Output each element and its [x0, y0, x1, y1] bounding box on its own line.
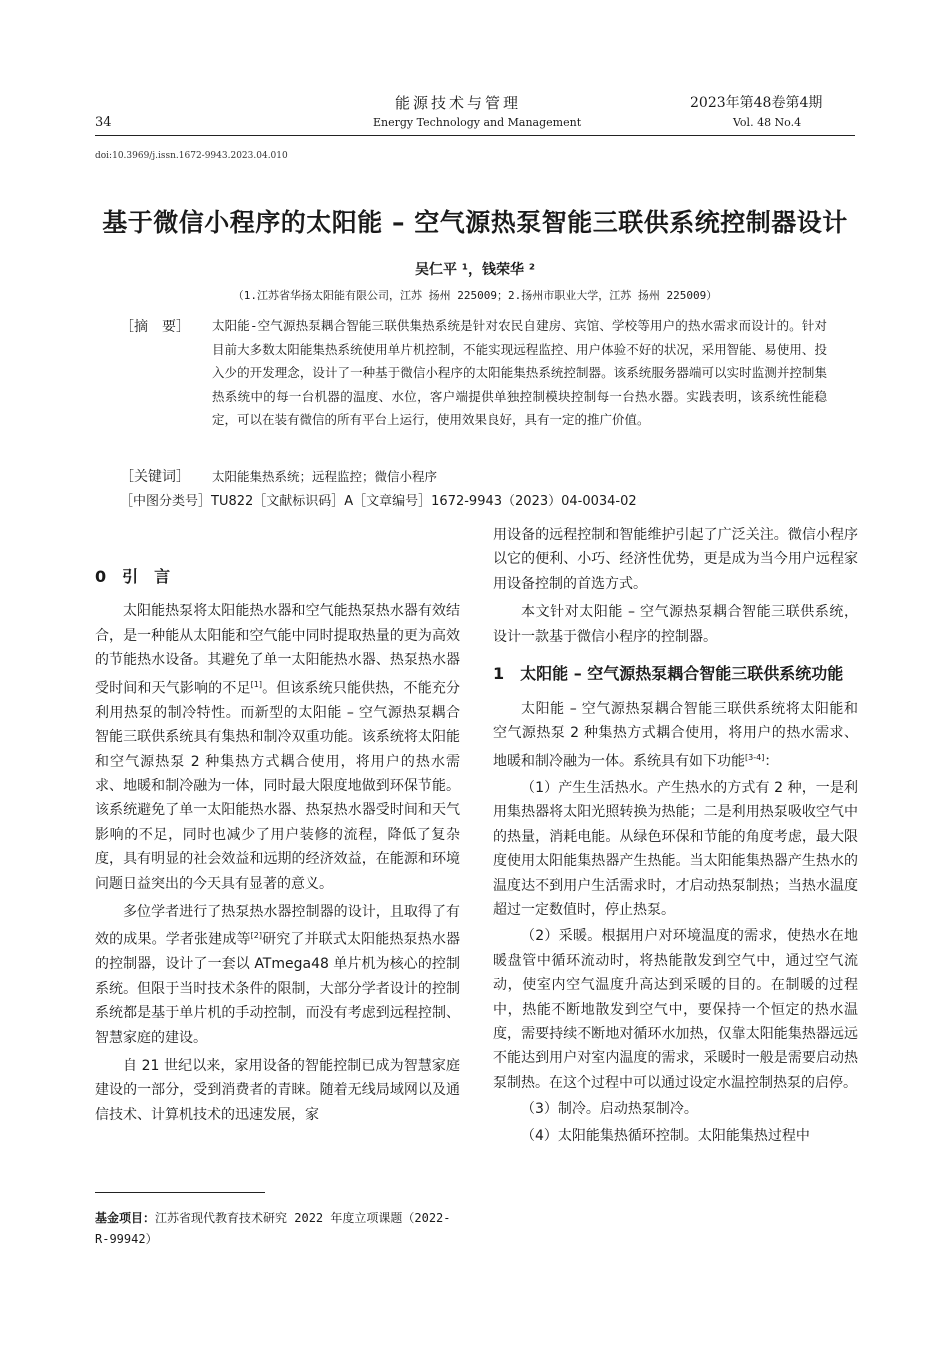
paragraph [95, 599, 460, 896]
citation: [3-4] [745, 752, 765, 762]
journal-title-en: Energy Technology and Management [373, 116, 582, 129]
header-rule [95, 135, 855, 136]
text-run: 太阳能 – 空气源热泵耦合智能三联供系统将太阳能和空气源热泵 2 种集热方式耦合使用，将用户的热水需求、地暖和制冷融为一体。系统具有如下功能 [493, 701, 858, 770]
right-column [493, 523, 858, 1148]
text-run: ： [764, 753, 779, 770]
section-0-heading: 0 引 言 [95, 567, 171, 586]
footnote-rule [95, 1192, 265, 1193]
article-title: 基于微信小程序的太阳能 – 空气源热泵智能三联供系统控制器设计 [102, 208, 848, 237]
list-item: （3）制冷。启动热泵制冷。 [521, 1101, 698, 1118]
list-item: （4）太阳能集热循环控制。太阳能集热过程中 [521, 1127, 810, 1144]
page-number: 34 [95, 115, 112, 130]
keywords-text: 太阳能集热系统；远程监控；微信小程序 [212, 469, 438, 484]
paragraph: 本文针对太阳能 – 空气源热泵耦合智能三联供系统，设计一款基于微信小程序的控制器。 [493, 604, 858, 645]
text-run: 太阳能热泵将太阳能热水器和空气能热泵热水器有效结合，是一种能从太阳能和空气能中同时提取热量的更为高效的节能热水设备。其避免了单一太阳能热水器、热泵热水器受时间和天气影响的不足 [95, 603, 460, 697]
journal-title-cn: 能源技术与管理 [395, 94, 522, 112]
classification-line: ［中图分类号］TU822［文献标识码］A［文章编号］1672-9943（2023）04-0034-02 [120, 494, 637, 509]
text-run: 研究了并联式太阳能热泵热水器的控制器，设计了一套以 ATmega48 单片机为核心的控制系统。但限于当时技术条件的限制，大部分学者设计的控制系统都是基于单片机的手动控制，而没有考虑到远程控制、智慧家庭的建设。 [95, 932, 460, 1046]
text-run: 多位学者进行了热泵热水器控制器的设计，且取得了有效的成果。学者张建成等 [95, 903, 460, 948]
keywords-label: ［关键词］ [120, 469, 190, 485]
list-item: （1）产生生活热水。产生热水的方式有 2 种，一是利用集热器将太阳光照转换为热能；二是利用热泵吸收空气中的热量，消耗电能。从绿色环保和节能的角度考虑，最大限度使用太阳能集热器产生热能。当太阳能集热器产生热水的温度达不到用户生活需求时，才启动热泵制热；当热水温度超过一定数值时，停止热泵。 [493, 779, 858, 918]
paragraph [493, 697, 858, 774]
abstract-text: 太阳能-空气源热泵耦合智能三联供集热系统是针对农民自建房、宾馆、学校等用户的热水需求而设计的。针对目前大多数太阳能集热系统使用单片机控制，不能实现远程监控、用户体验不好的状况，采用智能、易使用、投入少的开发理念，设计了一种基于微信小程序的太阳能集热系统控制器。该系统服务器端可以实时监测并控制集热系统中的每一台机器的温度、水位，客户端提供单独控制模块控制每一台热水器。实践表明，该系统性能稳定，可以在装有微信的所有平台上运行，使用效果良好，具有一定的推广价值。 [212, 318, 827, 428]
paragraph: 用设备的远程控制和智能维护引起了广泛关注。微信小程序以它的便利、小巧、经济性优势，更是成为当今用户远程家用设备控制的首选方式。 [493, 527, 858, 592]
citation: [1] [250, 679, 262, 689]
doi: doi:10.3969/j.issn.1672-9943.2023.04.010 [95, 151, 288, 161]
footnote-text: 江苏省现代教育技术研究 2022 年度立项课题（2022-R-99942） [95, 1211, 451, 1246]
text-run: 。但该系统只能供热，不能充分利用热泵的制冷特性。而新型的太阳能 – 空气源热泵耦合智能三联供系统具有集热和制冷双重功能。该系统将太阳能和空气源热泵 2 种集热方式耦合使用，将用户的热水需求、地暖和制冷融为一体，同时最大限度地做到环保节能。该系统避免了单一太阳能热水器、热泵热水器受时间和天气影响的不足，同时也减少了用户装修的流程，降低了复杂度，具有明显的社会效益和远期的经济效益，在能源和环境问题日益突出的今天具有显著的意义。 [95, 680, 460, 892]
citation: [2] [250, 931, 262, 941]
paragraph [95, 900, 460, 1050]
issue-info-en: Vol. 48 No.4 [733, 116, 802, 129]
issue-info-cn: 2023年第48卷第4期 [690, 95, 823, 111]
abstract-label: ［摘 要］ [120, 319, 190, 335]
footnote-label: 基金项目： [95, 1211, 156, 1225]
list-item: （2）采暖。根据用户对环境温度的需求，使热水在地暖盘管中循环流动时，将热能散发到空气中，通过空气流动，使室内空气温度升高达到采暖的目的。在制暖的过程中，热能不断地散发到空气中，要保持一个恒定的热水温度，需要持续不断地对循环水加热，仅靠太阳能集热器远远不能达到用户对室内温度的需求，采暖时一般是需要启动热泵制热。在这个过程中可以通过设定水温控制热泵的启停。 [493, 928, 858, 1091]
footnote [95, 1208, 460, 1250]
affiliation: （1.江苏省华扬太阳能有限公司，江苏 扬州 225009；2.扬州市职业大学，江苏 扬州 225009） [232, 289, 718, 302]
section-1-heading: 1 太阳能 – 空气源热泵耦合智能三联供系统功能 [493, 664, 844, 684]
left-column [95, 565, 460, 1127]
authors: 吴仁平 ¹，钱荣华 ² [414, 262, 535, 278]
paragraph: 自 21 世纪以来，家用设备的智能控制已成为智慧家庭建设的一部分，受到消费者的青睐。随着无线局域网以及通信技术、计算机技术的迅速发展，家 [95, 1058, 460, 1123]
